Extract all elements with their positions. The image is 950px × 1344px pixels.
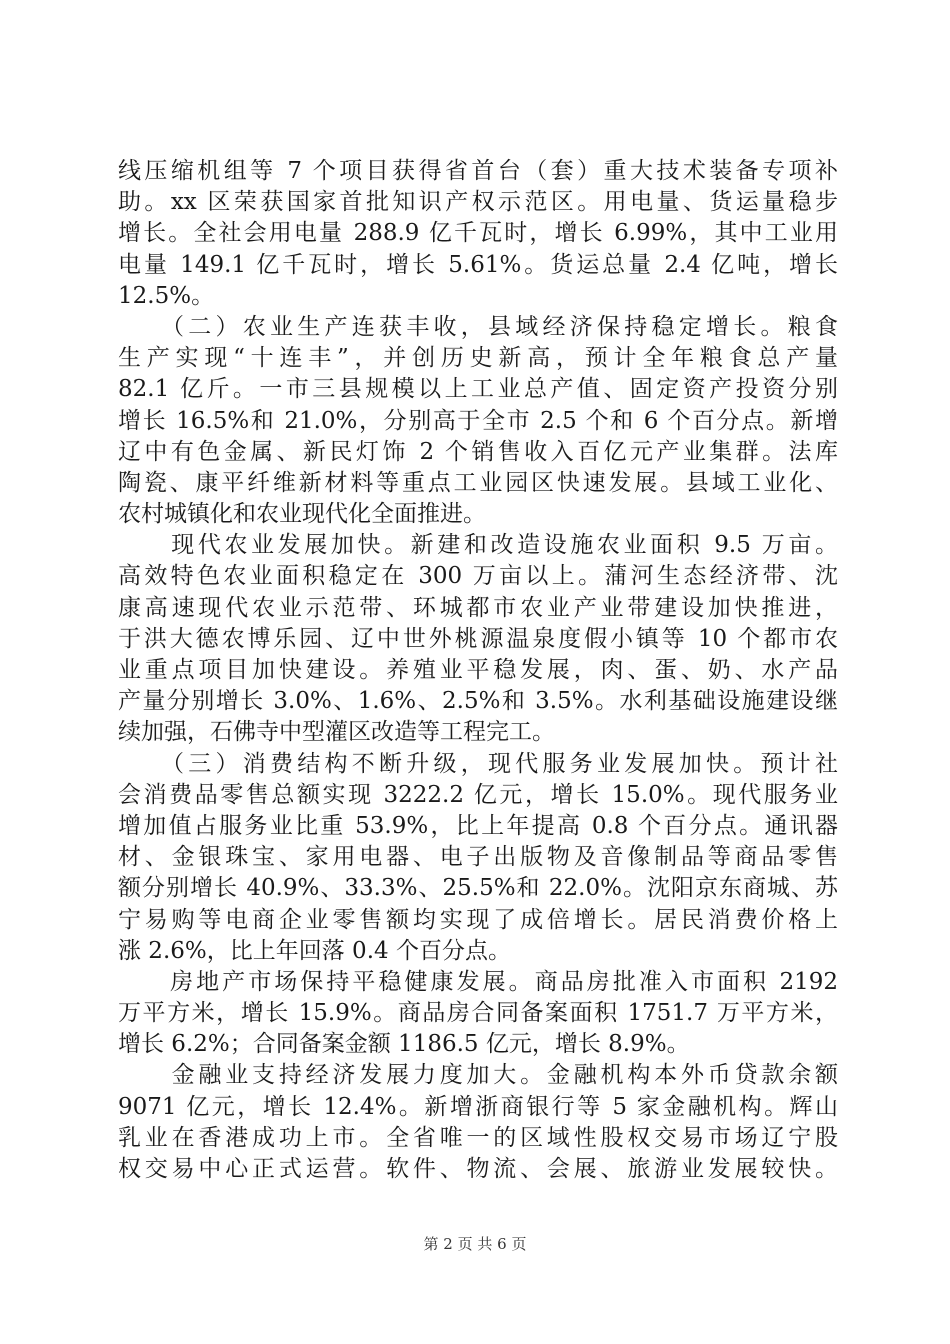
text-line: 产量分别增长 3.0%、1.6%、2.5%和 3.5%。水利基础设施建设继: [118, 688, 838, 715]
text-line: 康高速现代农业示范带、环城都市农业产业带建设加快推进，: [118, 594, 838, 621]
text-line: 辽中有色金属、新民灯饰 2 个销售收入百亿元产业集群。法库: [118, 438, 838, 465]
text-line: 金融业支持经济发展力度加大。金融机构本外币贷款余额: [118, 1062, 838, 1089]
text-line: 生产实现“十连丰”，并创历史新高，预计全年粮食总产量: [118, 345, 838, 372]
text-line: 材、金银珠宝、家用电器、电子出版物及音像制品等商品零售: [118, 844, 838, 871]
text-line: 增长。全社会用电量 288.9 亿千瓦时，增长 6.99%，其中工业用: [118, 220, 838, 247]
text-line: 农村城镇化和农业现代化全面推进。: [118, 501, 486, 528]
text-line: 增长 16.5%和 21.0%，分别高于全市 2.5 个和 6 个百分点。新增: [118, 407, 838, 434]
text-line: 现代农业发展加快。新建和改造设施农业面积 9.5 万亩。: [118, 532, 838, 559]
text-line: 会消费品零售总额实现 3222.2 亿元，增长 15.0%。现代服务业: [118, 781, 838, 808]
text-line: 助。xx 区荣获国家首批知识产权示范区。用电量、货运量稳步: [118, 189, 838, 216]
text-line: 增加值占服务业比重 53.9%，比上年提高 0.8 个百分点。通讯器: [118, 812, 838, 839]
text-line: 涨 2.6%，比上年回落 0.4 个百分点。: [118, 937, 511, 964]
text-line: 权交易中心正式运营。软件、物流、会展、旅游业发展较快。: [118, 1156, 838, 1182]
text-line: （三）消费结构不断升级，现代服务业发展加快。预计社: [118, 750, 838, 777]
text-line: 额分别增长 40.9%、33.3%、25.5%和 22.0%。沈阳京东商城、苏: [118, 875, 838, 902]
text-line: 82.1 亿斤。一市三县规模以上工业总产值、固定资产投资分别: [118, 376, 838, 403]
text-line: 房地产市场保持平稳健康发展。商品房批准入市面积 2192: [118, 968, 838, 995]
text-line: 高效特色农业面积稳定在 300 万亩以上。蒲河生态经济带、沈: [118, 563, 838, 590]
body-text: [118, 156, 838, 1185]
text-line: 9071 亿元，增长 12.4%。新增浙商银行等 5 家金融机构。辉山: [118, 1093, 838, 1120]
text-line: 线压缩机组等 7 个项目获得省首台（套）重大技术装备专项补: [118, 158, 838, 184]
text-line: 陶瓷、康平纤维新材料等重点工业园区快速发展。县域工业化、: [118, 469, 838, 496]
text-line: 宁易购等电商企业零售额均实现了成倍增长。居民消费价格上: [118, 906, 838, 933]
text-line: 乳业在香港成功上市。全省唯一的区域性股权交易市场辽宁股: [118, 1124, 838, 1151]
text-line: 于洪大德农博乐园、辽中世外桃源温泉度假小镇等 10 个都市农: [118, 625, 838, 652]
text-line: （二）农业生产连获丰收，县域经济保持稳定增长。粮食: [118, 313, 838, 340]
page-number-footer: 第 2 页 共 6 页: [423, 1235, 527, 1253]
text-line: 续加强，石佛寺中型灌区改造等工程完工。: [118, 719, 555, 746]
text-line: 万平方米，增长 15.9%。商品房合同备案面积 1751.7 万平方米，: [118, 1000, 838, 1027]
text-line: 增长 6.2%；合同备案金额 1186.5 亿元，增长 8.9%。: [118, 1031, 690, 1058]
text-line: 业重点项目加快建设。养殖业平稳发展，肉、蛋、奶、水产品: [118, 657, 838, 683]
text-line: 12.5%。: [118, 282, 215, 309]
text-line: 电量 149.1 亿千瓦时，增长 5.61%。货运总量 2.4 亿吨，增长: [118, 251, 838, 278]
